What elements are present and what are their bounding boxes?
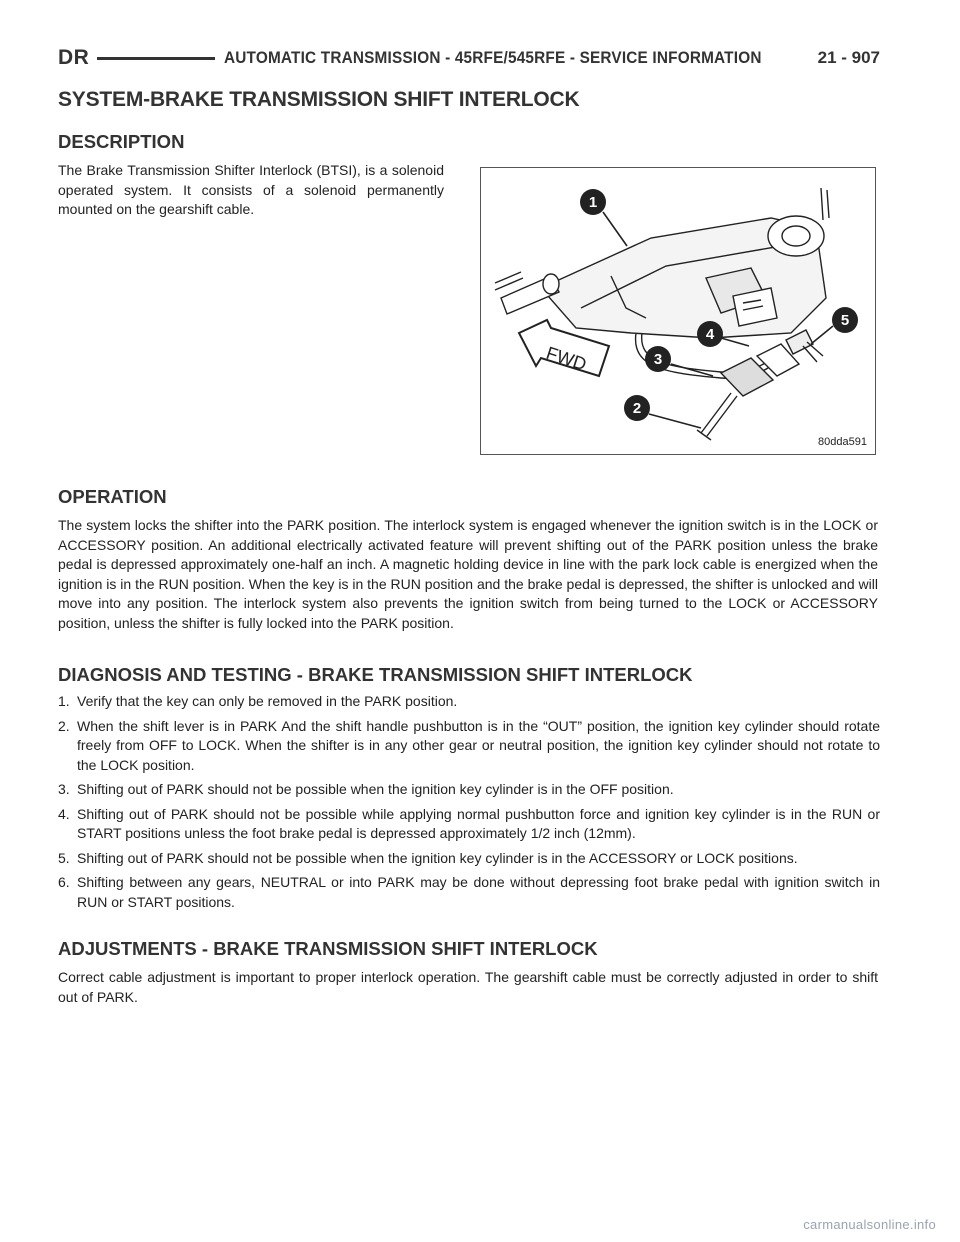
callout-1: 1 <box>588 194 598 211</box>
figure-id: 80dda591 <box>818 436 867 448</box>
header-section-code: DR <box>58 46 90 69</box>
callout-5: 5 <box>840 312 850 329</box>
list-item: 1. Verify that the key can only be removed in the PARK position. <box>58 693 458 709</box>
running-header <box>58 46 880 70</box>
header-page-number: 21 - 907 <box>817 48 880 67</box>
operation-text: The system locks the shifter into the PARK position. The interlock system is engaged whenever the ignition switch is in the LOCK or ACCESSORY position. An additional electrically activated feature will prevent shifting out of the PARK position unless the brake pedal is depressed approximately one-half an inch. A magnetic holding device in line with the park lock cable is energized when the ignition is in the RUN position. When the key is in the RUN position and the brake pedal is depressed, the shifter is unlocked and will move into any position. The interlock system also prevents the ignition switch from being turned to the LOCK or ACCESSORY position, unless the shifter is fully locked into the PARK position. <box>58 517 878 631</box>
diagnosis-heading: DIAGNOSIS AND TESTING - BRAKE TRANSMISSION SHIFT INTERLOCK <box>58 664 693 685</box>
adjustments-heading: ADJUSTMENTS - BRAKE TRANSMISSION SHIFT INTERLOCK <box>58 938 598 959</box>
header-rule <box>97 57 215 60</box>
callout-2: 2 <box>632 400 642 417</box>
adjustments-text: Correct cable adjustment is important to proper interlock operation. The gearshift cable must be correctly adjusted in order to shift out of PARK. <box>58 969 878 1005</box>
description-heading: DESCRIPTION <box>58 131 185 152</box>
list-item: 2. When the shift lever is in PARK And the shift handle pushbutton is in the “OUT” position, the ignition key cylinder should rotate freely from OFF to LOCK. When the shifter is in any other gear or neutral position, the ignition key cylinder should not rotate to the LOCK position. <box>58 717 880 773</box>
list-item: 5. Shifting out of PARK should not be possible when the ignition key cylinder is in the ACCESSORY or LOCK positions. <box>58 849 798 866</box>
list-item: 6. Shifting between any gears, NEUTRAL or into PARK may be done without depressing foot brake pedal with ignition switch in RUN or START positions. <box>58 874 880 910</box>
description-text: The Brake Transmission Shifter Interlock (BTSI), is a solenoid operated system. It consists of a solenoid permanently mounted on the gearshift cable. <box>58 162 444 217</box>
steering-column-illustration <box>481 168 875 454</box>
svg-text:FWD: FWD <box>543 342 589 375</box>
shifter-interlock-figure <box>480 167 876 455</box>
page-title: SYSTEM-BRAKE TRANSMISSION SHIFT INTERLOCK <box>58 88 580 111</box>
diagnosis-steps <box>58 692 880 917</box>
callout-3: 3 <box>653 351 663 368</box>
list-item: 4. Shifting out of PARK should not be possible while applying normal pushbutton force and ignition key cylinder is in the RUN or START positions unless the foot brake pedal is depressed approximately 1/2 inch (12mm). <box>58 805 880 841</box>
operation-heading: OPERATION <box>58 486 167 507</box>
watermark: carmanualsonline.info <box>803 1217 936 1232</box>
list-item: 3. Shifting out of PARK should not be possible when the ignition key cylinder is in the OFF position. <box>58 781 674 797</box>
header-title: AUTOMATIC TRANSMISSION - 45RFE/545RFE - SERVICE INFORMATION <box>224 48 762 67</box>
callout-4: 4 <box>705 326 715 343</box>
